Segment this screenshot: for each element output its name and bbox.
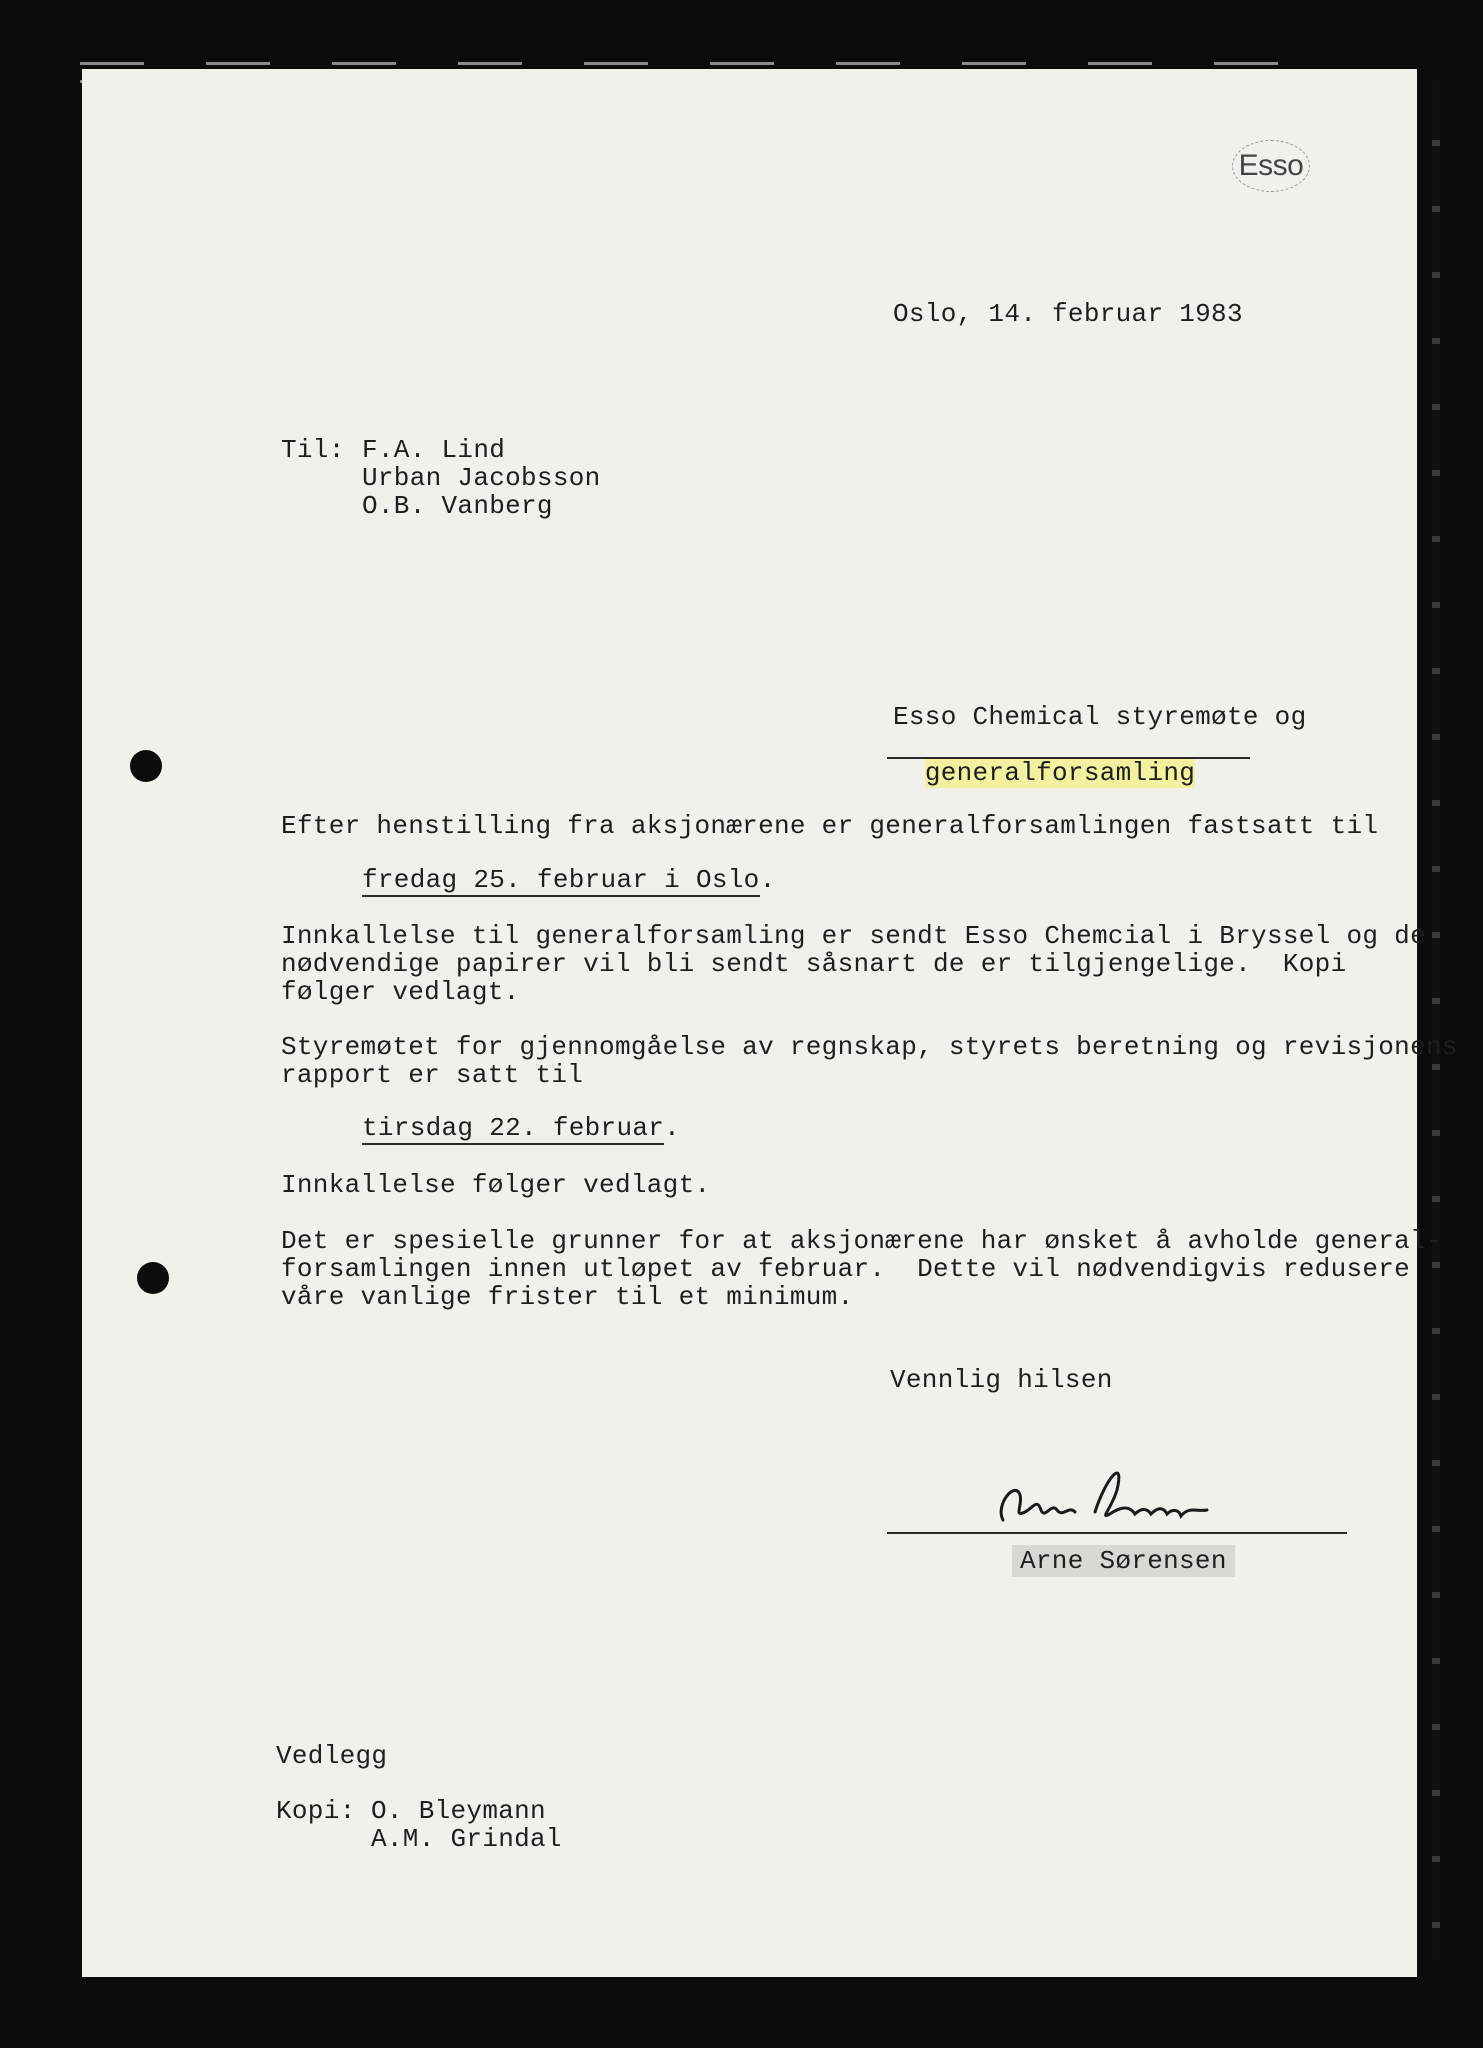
paragraph-line: Det er spesielle grunner for at aksjonærene har ønsket å avholde general- (281, 1226, 1442, 1256)
scan-border-strip (1432, 80, 1440, 1960)
handwritten-signature (985, 1450, 1235, 1535)
letter-date: Oslo, 14. februar 1983 (893, 299, 1243, 329)
paragraph-line: forsamlingen innen utløpet av februar. Dette vil nødvendigvis redusere (281, 1254, 1411, 1284)
top-edge-marks (80, 52, 1420, 58)
signature-line (887, 1532, 1347, 1534)
copy-label: Kopi: (276, 1796, 356, 1826)
paragraph-line: nødvendige papirer vil bli sendt såsnart de er tilgjengelige. Kopi (281, 949, 1347, 979)
to-label: Til: (281, 435, 345, 465)
signer-name: Arne Sørensen (1012, 1545, 1235, 1577)
highlighted-subject: generalforsamling (924, 758, 1196, 788)
punch-hole (137, 1262, 169, 1294)
subject-line: Esso Chemical styremøte og (893, 702, 1307, 732)
copy-recipient: A.M. Grindal (371, 1824, 562, 1854)
subject-line-underlined (893, 731, 1250, 787)
enclosure-label: Vedlegg (276, 1741, 388, 1771)
board-meeting-date: tirsdag 22. februar. (362, 1113, 681, 1143)
paragraph-line: rapport er satt til (281, 1060, 584, 1090)
paragraph-line: våre vanlige frister til et minimum. (281, 1282, 854, 1312)
punch-hole (130, 750, 162, 782)
paragraph: Efter henstilling fra aksjonærene er generalforsamlingen fastsatt til (281, 811, 1379, 841)
closing: Vennlig hilsen (890, 1365, 1113, 1395)
paragraph: Innkallelse følger vedlagt. (281, 1170, 711, 1200)
paragraph-line: Styremøtet for gjennomgåelse av regnskap, styrets beretning og revisjonens (281, 1032, 1458, 1062)
recipient: Urban Jacobsson (362, 463, 601, 493)
meeting-date: fredag 25. februar i Oslo. (362, 865, 776, 895)
recipient: F.A. Lind (362, 435, 506, 465)
paragraph-line: Innkallelse til generalforsamling er sendt Esso Chemcial i Bryssel og de (281, 921, 1426, 951)
letter-page (82, 69, 1417, 1977)
copy-recipient: O. Bleymann (371, 1796, 546, 1826)
recipient: O.B. Vanberg (362, 491, 553, 521)
paragraph-line: følger vedlagt. (281, 977, 520, 1007)
subject-underline (887, 757, 1250, 759)
esso-logo: Esso (1232, 140, 1310, 192)
